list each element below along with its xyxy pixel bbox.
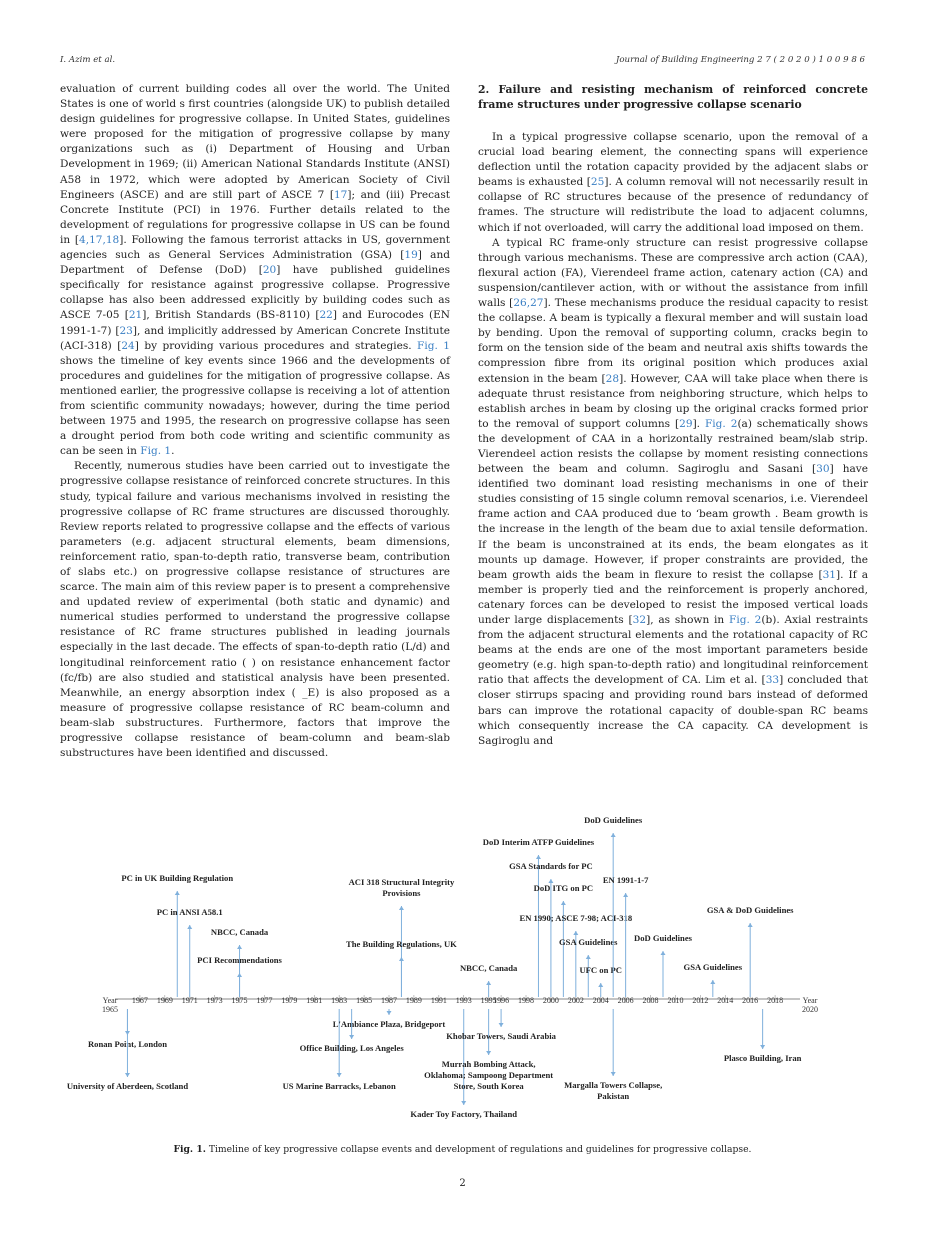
timeline-event-label: Store, South Korea — [453, 1081, 524, 1091]
arrow-down-icon — [611, 1072, 616, 1076]
timeline-regulation-label: Provisions — [382, 888, 421, 898]
running-header-authors: I. Azim et al. — [60, 55, 116, 65]
year-label: 1983 — [331, 996, 348, 1005]
citation-link[interactable]: 24 — [121, 339, 135, 352]
paragraph: Recently, numerous studies have been carried out to investigate the progressive collapse resistance of reinforced concrete structures. In this study, typical failure and various mechanisms involved in resisting the progressive collapse of RC frame structures are discussed thoroughly. Review reports related to progressive collapse and the effects of various parameters (e.g. adjacent structural elements, beam dimensions, reinforcement ratio, span-to-depth ratio, transverse beam, contribution of slabs etc.) on progressive collapse resistance of structures are scarce. The main aim of this review paper is to present a comprehensive and updated review of experimental (both static and dynamic) and numerical studies performed to understand the progressive collapse resistance of RC frame structures published in leading journals especially in the last decade. The effects of span-to-depth ratio (L/d) and longitudinal reinforcement ratio ( ) on resistance enhancement factor (fc/fb) are also studied and statistical analysis have been presented. Meanwhile, an energy absorption index ( _E) is also proposed as a measure of progressive collapse resistance of RC beam-column and beam-slab substructures. Furthermore, factors that improve the progressive collapse resistance of beam-column and beam-slab substructures have been identified and discussed. — [60, 460, 450, 760]
arrow-up-icon — [661, 951, 666, 955]
year-label: 2012 — [692, 996, 709, 1005]
arrow-up-icon — [573, 931, 578, 935]
timeline-event-label: Office Building, Los Angeles — [299, 1043, 404, 1053]
timeline-regulation-label: GSA Standards for PC — [509, 861, 593, 871]
arrow-up-icon — [237, 973, 242, 977]
figure-link[interactable]: Fig. 2 — [729, 614, 762, 626]
figure-link[interactable]: Fig. 1 — [140, 445, 172, 458]
year-label: 1985 — [356, 996, 373, 1005]
axis-end-label: Year — [802, 996, 818, 1005]
timeline-regulation-label: The Building Regulations, UK — [346, 939, 457, 949]
arrow-up-icon — [598, 983, 603, 987]
figure-label: Fig. 1. — [173, 1144, 206, 1155]
arrow-up-icon — [237, 945, 242, 949]
timeline-event-label: Margalla Towers Collapse, — [564, 1080, 663, 1090]
citation-link[interactable]: 28 — [605, 372, 620, 385]
arrow-down-icon — [349, 1035, 354, 1039]
year-label: 1987 — [381, 996, 397, 1005]
axis-start-label: Year — [102, 996, 118, 1005]
timeline-regulation-label: GSA & DoD Guidelines — [706, 905, 794, 915]
axis-start-year: 1965 — [102, 1005, 118, 1014]
citation-link[interactable]: 17 — [333, 188, 348, 201]
timeline-regulation-label: NBCC, Canada — [210, 927, 269, 937]
year-label: 1967 — [131, 996, 148, 1005]
timeline-regulation-label: EN 1991-1-7 — [602, 875, 649, 885]
citation-link[interactable]: 32 — [632, 614, 647, 626]
citation-link[interactable]: 33 — [765, 674, 780, 687]
citation-link[interactable]: 4,17,18 — [79, 233, 120, 246]
citation-link[interactable]: 19 — [404, 249, 418, 262]
timeline-regulation-label: EN 1990; ASCE 7-98; ACI-318 — [519, 913, 633, 923]
year-label: 1979 — [281, 996, 298, 1005]
right-column — [478, 82, 868, 749]
timeline-event-label: Ronan Point, London — [87, 1039, 167, 1049]
page-number: 2 — [459, 1178, 466, 1189]
arrow-up-icon — [399, 906, 404, 910]
timeline-event-label: US Marine Barracks, Lebanon — [282, 1081, 396, 1091]
timeline-regulation-label: DoD Guidelines — [584, 815, 643, 825]
arrow-up-icon — [399, 957, 404, 961]
timeline-regulation-label: GSA Guidelines — [559, 937, 618, 947]
timeline-event-label: Oklahoma; Sampoong Department — [424, 1070, 554, 1080]
arrow-up-icon — [175, 891, 180, 895]
arrow-up-icon — [187, 925, 192, 929]
year-label: 2018 — [767, 996, 784, 1005]
timeline-event-label: Plasco Building, Iran — [723, 1053, 802, 1063]
year-label: 1996 — [493, 996, 510, 1005]
running-header-journal: Journal of Building Engineering 2 7 ( 2 0 2 0 ) 1 0 0 9 8 6 — [615, 55, 865, 65]
timeline-regulation-label: PCI Recommendations — [197, 955, 282, 965]
caption-text: Timeline of key progressive collapse events and development of regulations and guidelines for progressive collapse. — [208, 1144, 752, 1155]
timeline-regulation-label: DoD Interim ATFP Guidelines — [482, 837, 595, 847]
year-label: 2016 — [742, 996, 759, 1005]
year-label: 1973 — [206, 996, 223, 1005]
arrow-down-icon — [486, 1051, 491, 1055]
arrow-down-icon — [499, 1023, 504, 1027]
arrow-up-icon — [586, 955, 591, 959]
timeline-event-label: Kader Toy Factory, Thailand — [410, 1109, 518, 1119]
citation-link[interactable]: 30 — [816, 463, 830, 476]
timeline-regulation-label: DoD Guidelines — [633, 933, 693, 943]
paragraph: In a typical progressive collapse scenario, upon the removal of a crucial load bearing element, the connecting spans will experience deflection until the rotation capacity provided by the adjacent slabs or beams is exhausted [25]. A column removal will not necessarily result in collapse of RC structures because of the presence of redundancy of frames. The structure will redistribute the load to adjacent columns, which if not overloaded, will carry the additional load imposed on them. — [478, 131, 868, 234]
year-label: 2014 — [717, 996, 734, 1005]
figure-caption — [0, 1144, 925, 1155]
arrow-up-icon — [561, 901, 566, 905]
timeline-regulation-label: UFC on PC — [579, 965, 622, 975]
year-label: 1995 — [480, 996, 497, 1005]
timeline-regulation-label: DoD ITG on PC — [533, 883, 594, 893]
arrow-up-icon — [748, 923, 753, 927]
year-label: 2002 — [567, 996, 584, 1005]
year-label: 2008 — [642, 996, 659, 1005]
arrow-down-icon — [461, 1101, 466, 1105]
arrow-down-icon — [760, 1045, 765, 1049]
citation-link[interactable]: 31 — [822, 568, 837, 581]
year-label: 1998 — [518, 996, 534, 1005]
year-label: 2000 — [542, 996, 559, 1005]
year-label: 1993 — [455, 996, 472, 1005]
citation-link[interactable]: 29 — [679, 417, 693, 430]
arrow-up-icon — [611, 833, 616, 837]
arrow-up-icon — [623, 893, 628, 897]
arrow-down-icon — [337, 1073, 342, 1077]
citation-link[interactable]: 25 — [590, 176, 605, 189]
arrow-up-icon — [710, 980, 715, 984]
left-column — [60, 82, 450, 761]
citation-link[interactable]: 26,27 — [513, 297, 544, 310]
year-label: 2010 — [667, 996, 684, 1005]
timeline-regulation-label: PC in ANSI A58.1 — [156, 907, 223, 917]
axis-end-year: 2020 — [802, 1005, 818, 1014]
citation-link[interactable]: 20 — [262, 264, 277, 277]
timeline-figure — [66, 815, 830, 1130]
year-label: 1981 — [306, 996, 323, 1005]
paragraph: A typical RC frame-only structure can resist progressive collapse through various mechanisms. These are compressive arch action (CAA), flexural action (FA), Vierendeel frame action, catenary action (CA) and suspension/cantilever action, with or without the assistance from infill walls [26,27]. These mechanisms produce the residual capacity to resist the collapse. A beam is typically a flexural member and will sustain load by bending. Upon the removal of supporting column, cracks begin to form on the tension side of the beam and neutral axis shifts towards the compression fibre from its original position which produces axial extension in the beam [28]. However, CAA will take place when there is adequate thrust resistance from neighboring structure, which helps to establish arches in beam by closing up the original cracks formed prior to the removal of support columns [29]. Fig. 2(a) schematically shows the development of CAA in a horizontally restrained beam/slab strip. Vierendeel action resists the collapse by moment resisting connections between the beam and column. Sagiroglu and Sasani [30] have identified two dominant load resisting mechanisms in one of their studies consisting of 15 single column removal scenarios, i.e. Vierendeel frame action and CAA produced due to ‘beam growth . Beam growth is the increase in the length of the beam due to axial tensile deformation. If the beam is unconstrained at its ends, the beam elongates as it mounts up damage. However, if proper constraints are provided, the beam growth aids the beam in flexure to resist the collapse [31]. If a member is properly tied and the reinforcement is properly anchored, catenary forces can be developed to resist the imposed vertical loads under large displacements [32], as shown in Fig. 2(b). Axial restraints from the adjacent structural elements and the rotational capacity of RC beams at the ends are one of the most important parameters beside geometry (e.g. high span-to-depth ratio) and longitudinal reinforcement ratio that affects the development of CA. Lim et al. [33] concluded that closer stirrups spacing and providing round bars instead of deformed bars can improve the rotational capacity of double-span RC beams which consequently increase the CA capacity. CA development is Sagiroglu and — [478, 236, 869, 747]
timeline-event-label: L'Ambiance Plaza, Bridgeport — [332, 1019, 446, 1029]
arrow-up-icon — [536, 855, 541, 859]
year-label: 1975 — [231, 996, 248, 1005]
year-label: 2004 — [592, 996, 609, 1005]
arrow-down-icon — [125, 1073, 130, 1077]
citation-link[interactable]: 23 — [119, 324, 133, 337]
year-label: 1971 — [181, 996, 198, 1005]
timeline-regulation-label: GSA Guidelines — [683, 962, 743, 972]
year-label: 2006 — [617, 996, 634, 1005]
citation-link[interactable]: 22 — [319, 309, 333, 322]
arrow-down-icon — [387, 1011, 392, 1015]
year-label: 1991 — [430, 996, 447, 1005]
timeline-event-label: Murrah Bombing Attack, — [441, 1059, 536, 1069]
timeline-event-label: University of Aberdeen, Scotland — [66, 1081, 189, 1091]
arrow-up-icon — [486, 981, 491, 985]
year-label: 1989 — [405, 996, 422, 1005]
timeline-regulation-label: ACI 318 Structural Integrity — [348, 877, 455, 887]
timeline-event-label: Khobar Towers, Saudi Arabia — [446, 1031, 556, 1041]
timeline-regulation-label: PC in UK Building Regulation — [121, 873, 234, 883]
timeline-event-label: Pakistan — [597, 1091, 630, 1101]
citation-link[interactable]: 21 — [128, 309, 143, 322]
year-label: 1977 — [256, 996, 273, 1005]
section-title: 2. Failure and resisting mechanism of reinforced concrete frame structures under progressive collapse scenario — [478, 83, 868, 111]
timeline-regulation-label: NBCC, Canada — [459, 963, 518, 973]
paragraph: evaluation of current building codes all over the world. The United States is one of world s first countries (alongside UK) to publish detailed design guidelines for progressive collapse. In United States, guidelines were proposed for the mitigation of progressive collapse by many organizations such as (i) Department of Housing and Urban Development in 1969; (ii) American National Standards Institute (ANSI) A58 in 1972, which were adopted by American Society of Civil Engineers (ASCE) and are still part of ASCE 7 [17]; and (iii) Precast Concrete Institute (PCI) in 1976. Further details related to the development of regulations for progressive collapse in US can be found in [4,17,18]. Following the famous terrorist attacks in US, government agencies such as General Services Administration (GSA) [19] and Department of Defense (DoD) [20] have published guidelines specifically for resistance against progressive collapse. Progressive collapse has also been addressed explicitly by building codes such as ASCE 7-05 [21], British Standards (BS-8110) [22] and Eurocodes (EN 1991-1-7) [23], and implicitly addressed by American Concrete Institute (ACI-318) [24] by providing various procedures and strategies. Fig. 1 shows the timeline of key events since 1966 and the developments of procedures and guidelines for the mitigation of progressive collapse. As mentioned earlier, the progressive collapse is receiving a lot of attention from scientific community nowadays; however, during the time period between 1975 and 1995, the research on progressive collapse has seen a drought period from both code writing and scientific community as can be seen in Fig. 1. — [60, 83, 451, 458]
figure-link[interactable]: Fig. 1 — [417, 339, 451, 352]
year-label: 1969 — [156, 996, 173, 1005]
figure-link[interactable]: Fig. 2 — [704, 417, 738, 430]
